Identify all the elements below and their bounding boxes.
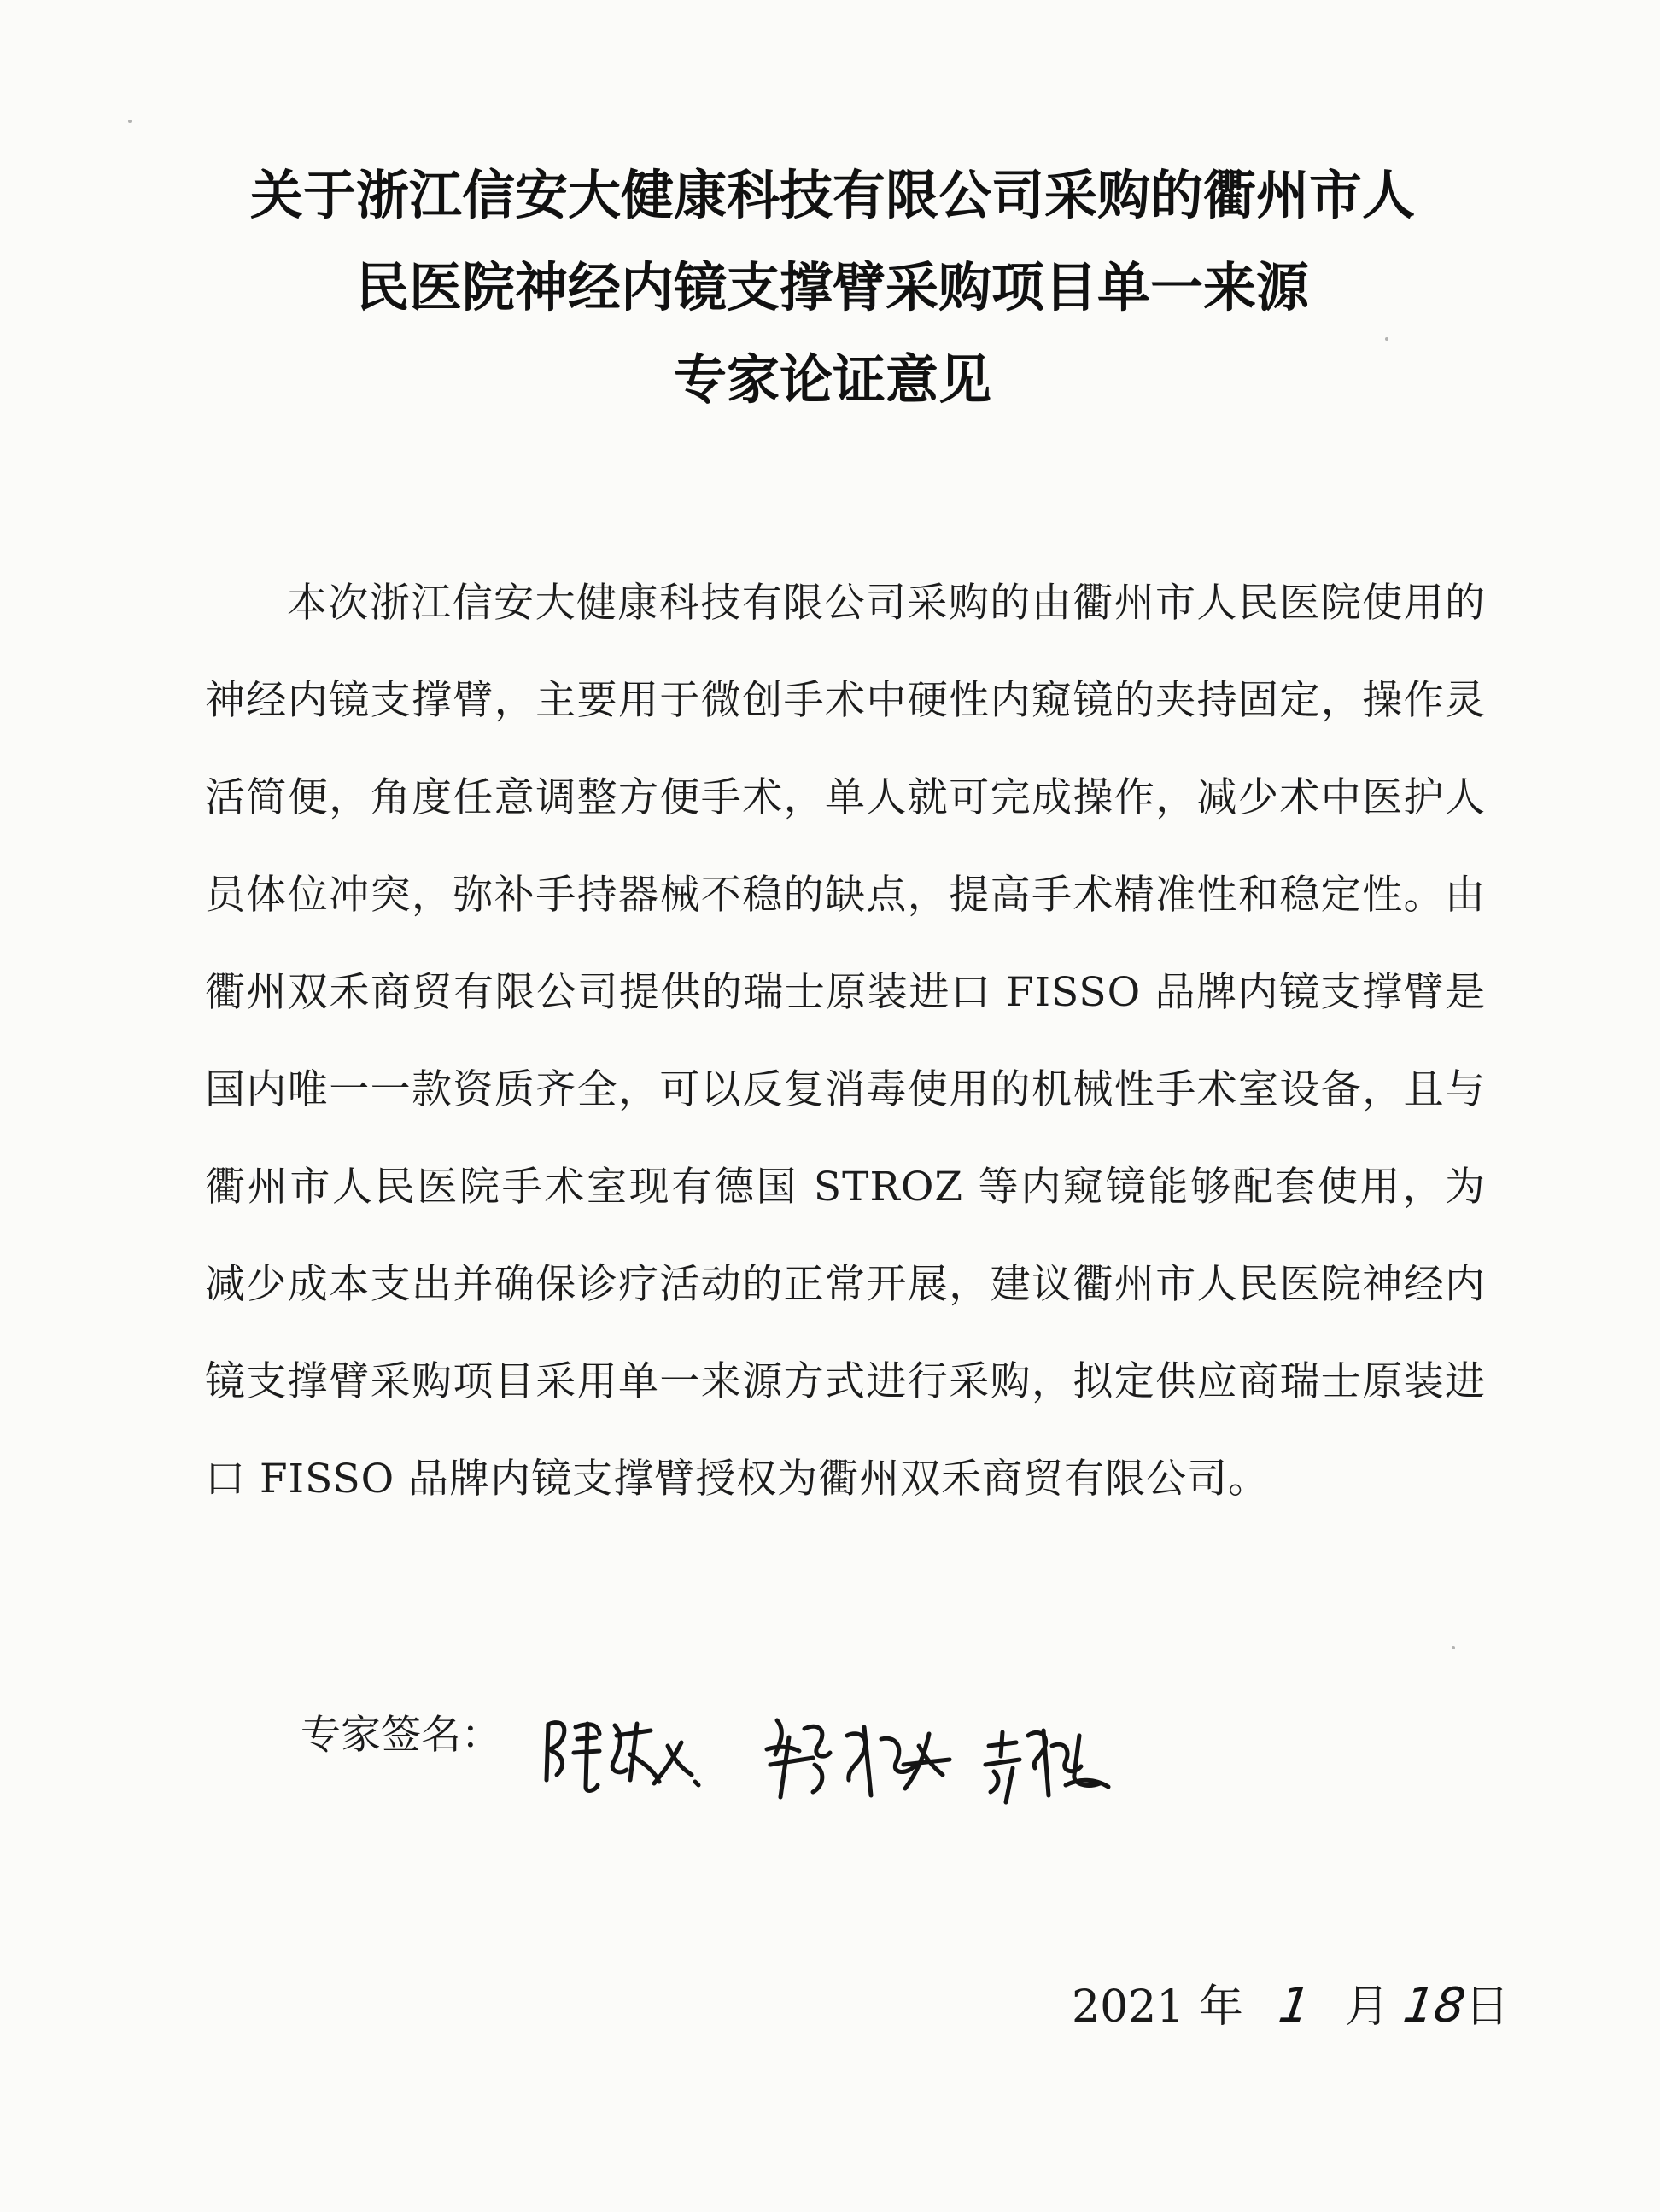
scan-speck: [128, 120, 132, 123]
signature-label: 专家签名：: [301, 1712, 501, 1759]
title-line-1: 关于浙江信安大健康科技有限公司采购的衢州市人: [249, 164, 1415, 226]
date-month: 1: [1275, 1978, 1313, 2034]
title-line-3: 专家论证意见: [673, 348, 991, 411]
date-month-unit: 月: [1344, 1981, 1389, 2033]
date-day: 18: [1400, 1978, 1469, 2034]
date-line: [1072, 1976, 1510, 2037]
handwritten-signatures: [301, 1686, 1325, 1823]
signature-1: [547, 1723, 698, 1791]
signature-2: [767, 1720, 950, 1797]
date-year: 2021: [1072, 1981, 1185, 2033]
document-title: [196, 149, 1469, 426]
date-year-unit: 年: [1198, 1981, 1243, 2033]
scan-speck: [1452, 1646, 1455, 1649]
signature-row: [301, 1686, 1325, 1823]
title-line-2: 民医院神经内镜支撑臂采购项目单一来源: [355, 256, 1309, 318]
date-day-unit: 日: [1464, 1981, 1510, 2033]
body-paragraph: 本次浙江信安大健康科技有限公司采购的由衢州市人民医院使用的神经内镜支撑臂，主要用于微创手术中硬性内窥镜的夹持固定，操作灵活简便，角度任意调整方便手术，单人就可完成操作，减少术中医护人员体位冲突，弥补手持器械不稳的缺点，提高手术精准性和稳定性。由衢州双禾商贸有限公司提供的瑞士原装进口 FISSO 品牌内镜支撑臂是国内唯一一款资质齐全，可以反复消毒使用的机械性手术室设备，且与衢州市人民医院手术室现有德国 STROZ 等内窥镜能够配套使用，为减少成本支出并确保诊疗活动的正常开展，建议衢州市人民医院神经内镜支撑臂采购项目采用单一来源方式进行采购，拟定供应商瑞士原装进口 FISSO 品牌内镜支撑臂授权为衢州双禾商贸有限公司。: [205, 580, 1486, 1503]
signature-3: [985, 1730, 1108, 1802]
